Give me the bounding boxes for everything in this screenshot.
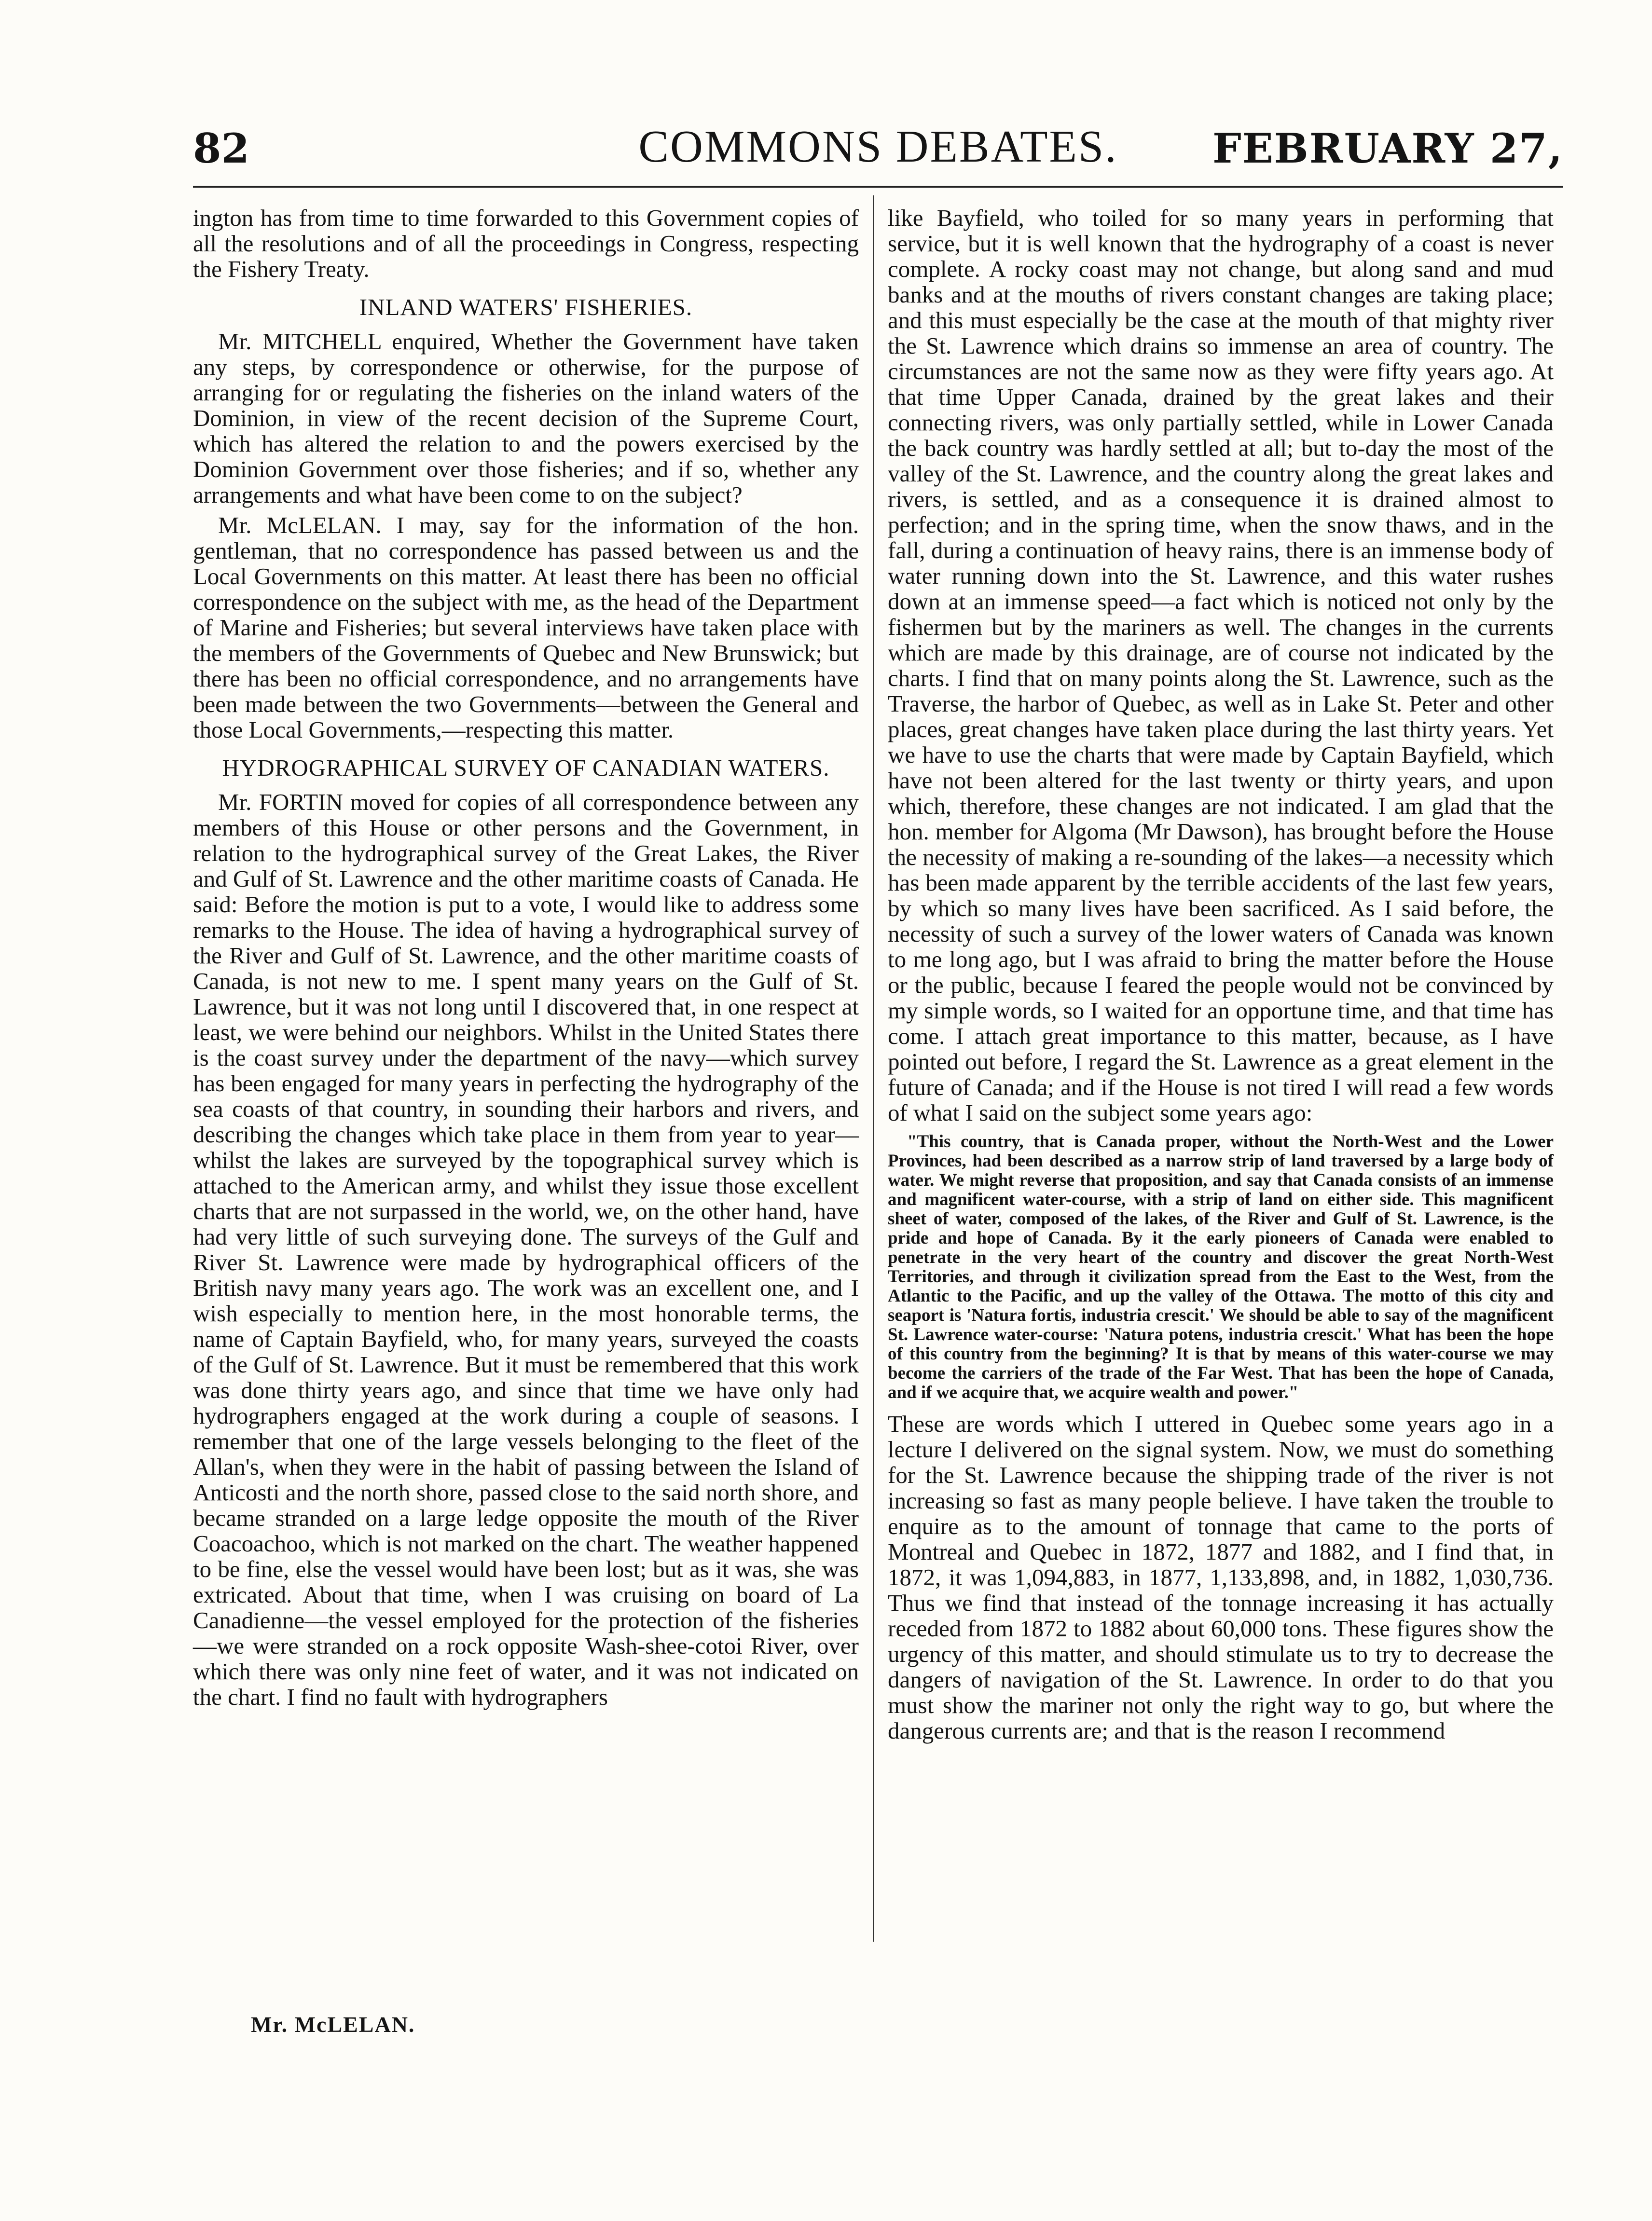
- page-number: 82: [193, 124, 249, 172]
- header-rule: [193, 186, 1563, 188]
- paragraph: ington has from time to time forwarded to this Government copies of all the resolutions and of all the proceedings in Congress, respecting the Fishery Treaty.: [193, 205, 859, 282]
- page-date: FEBRUARY 27,: [1212, 124, 1563, 172]
- left-column: [193, 205, 859, 2009]
- paragraph: Mr. MITCHELL enquired, Whether the Government have taken any steps, by correspondence or otherwise, for the purpose of arranging for or regulating the fisheries on the inland waters of the Dominion, in view of the recent decision of the Supreme Court, which has altered the relation to and the powers exercised by the Dominion Government over those fisheries; and if so, whether any arrangements and what have been come to on the subject?: [193, 328, 859, 508]
- page-header: [193, 121, 1563, 174]
- column-divider: [873, 195, 874, 1942]
- catchword: Mr. McLELAN.: [251, 2012, 415, 2037]
- right-column: [888, 205, 1554, 1956]
- quote-text: "This country, that is Canada proper, without the North-West and the Lower Provinces, had been described as a narrow strip of land traversed by a large body of water. We might reverse that proposition, and say that Canada consists of an immense and magnificent water-course, with a strip of land on either side. This magnificent sheet of water, composed of the lakes, of the River and Gulf of St. Lawrence, is the pride and hope of Canada. By it the early pioneers of Canada were enabled to penetrate in the very heart of the country and discover the great North-West Territories, and through it civilization spread from the East to the West, from the Atlantic to the Pacific, and up the valley of the Ottawa. The motto of this city and seaport is 'Natura fortis, industria crescit.' We should be able to say of the magnificent St. Lawrence water-course: 'Natura potens, industria crescit.' What has been the hope of this country from the beginning? It is that by means of this water-course we may become the carriers of the trade of the Far West. That has been the hope of Canada, and if we acquire that, we acquire wealth and power.": [888, 1132, 1554, 1402]
- paragraph: Mr. FORTIN moved for copies of all correspondence between any members of this House or other persons and the Government, in relation to the hydrographical survey of the Great Lakes, the River and Gulf of St. Lawrence and the other maritime coasts of Canada. He said: Before the motion is put to a vote, I would like to address some remarks to the House. The idea of having a hydrographical survey of the River and Gulf of St. Lawrence, and the other maritime coasts of Canada, is not new to me. I spent many years on the Gulf of St. Lawrence, but it was not long until I discovered that, in one respect at least, we were behind our neighbors. Whilst in the United States there is the coast survey under the department of the navy—which survey has been engaged for many years in perfecting the hydrography of the sea coasts of that country, in sounding their harbors and rivers, and describing the changes which take place in them from year to year—whilst the lakes are surveyed by the topographical survey which is attached to the American army, and whilst they issue those excellent charts that are not surpassed in the world, we, on the other hand, have had very little of such surveying done. The surveys of the Gulf and River St. Lawrence were made by hydrographical officers of the British navy many years ago. The work was an excellent one, and I wish especially to mention here, in the most honorable terms, the name of Captain Bayfield, who, for many years, surveyed the coasts of the Gulf of St. Lawrence. But it must be remembered that this work was done thirty years ago, and since that time we have only had hydrographers engaged at the work during a couple of seasons. I remember that one of the large vessels belonging to the fleet of the Allan's, when they were in the habit of passing between the Island of Anticosti and the north shore, passed close to the said north shore, and became stranded on a large ledge opposite the mouth of the River Coacoachoo, which is not marked on the chart. The weather happened to be fine, else the vessel would have been lost; but as it was, she was extricated. About that time, when I was cruising on board of La Canadienne—the vessel employed for the protection of the fisheries—we were stranded on a rock opposite Wash-shee-cotoi River, over which there was only nine feet of water, and it was not indicated on the chart. I find no fault with hydrographers: [193, 789, 859, 1710]
- page-title: COMMONS DEBATES.: [638, 122, 1118, 172]
- block-quote: [888, 1132, 1554, 1402]
- paragraph: like Bayfield, who toiled for so many years in performing that service, but it is well known that the hydrography of a coast is never complete. A rocky coast may not change, but along sand and mud banks and at the mouths of rivers constant changes are taking place; and this must especially be the case at the mouth of that mighty river the St. Lawrence which drains so immense an area of country. The circumstances are not the same now as they were fifty years ago. At that time Upper Canada, drained by the great lakes and their connecting rivers, was only partially settled, while in Lower Canada the back country was hardly settled at all; but to-day the most of the valley of the St. Lawrence, and the country along the great lakes and rivers, is settled, and as a consequence it is drained almost to perfection; and in the spring time, when the snow thaws, and in the fall, during a continuation of heavy rains, there is an immense body of water running down into the St. Lawrence, and this water rushes down at an immense speed—a fact which is noticed not only by the fishermen but by the mariners as well. The changes in the currents which are made by this drainage, are of course not indicated by the charts. I find that on many points along the St. Lawrence, such as the Traverse, the harbor of Quebec, as well as in Lake St. Peter and other places, great changes have taken place during the last thirty years. Yet we have to use the charts that were made by Captain Bayfield, which have not been altered for the last twenty or thirty years, and upon which, therefore, these changes are not indicated. I am glad that the hon. member for Algoma (Mr Dawson), has brought before the House the necessity of making a re-sounding of the lakes—a necessity which has been made apparent by the terrible accidents of the last few years, by which so many lives have been sacrificed. As I said before, the necessity of such a survey of the lower waters of Canada was known to me long ago, but I was afraid to bring the matter before the House or the public, because I feared the people would not be convinced by my simple words, so I waited for an opportune time, and that time has come. I attach great importance to this matter, because, as I have pointed out before, I regard the St. Lawrence as a great element in the future of Canada; and if the House is not tired I will read a few words of what I said on the subject some years ago:: [888, 205, 1554, 1126]
- section-heading: HYDROGRAPHICAL SURVEY OF CANADIAN WATERS.: [222, 754, 830, 781]
- section-heading: INLAND WATERS' FISHERIES.: [359, 294, 693, 320]
- paragraph: These are words which I uttered in Quebec some years ago in a lecture I delivered on the signal system. Now, we must do something for the St. Lawrence because the shipping trade of the river is not increasing so fast as many people believe. I have taken the trouble to enquire as to the amount of tonnage that came to the ports of Montreal and Quebec in 1872, 1877 and 1882, and I find that, in 1872, it was 1,094,883, in 1877, 1,133,898, and, in 1882, 1,030,736. Thus we find that instead of the tonnage increasing it has actually receded from 1872 to 1882 about 60,000 tons. These figures show the urgency of this matter, and should stimulate us to try to decrease the dangers of navigation of the St. Lawrence. In order to do that you must show the mariner not only the right way to go, but where the dangerous currents are; and that is the reason I recommend: [888, 1411, 1554, 1744]
- paragraph: Mr. McLELAN. I may, say for the information of the hon. gentleman, that no correspondence has passed between us and the Local Governments on this matter. At least there has been no official correspondence on the subject with me, as the head of the Department of Marine and Fisheries; but several interviews have taken place with the members of the Governments of Quebec and New Brunswick; but there has been no official correspondence, and no arrangements have been made between the two Governments—between the General and those Local Governments,—respecting this matter.: [193, 512, 859, 743]
